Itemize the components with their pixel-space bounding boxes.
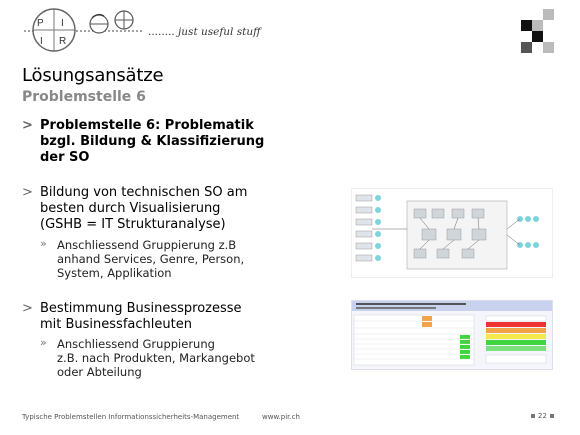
logo-letter-i-top: I xyxy=(61,18,64,29)
page-number xyxy=(528,412,557,420)
bullet-line: Bestimmung Businessprozesse xyxy=(40,301,242,316)
logo-letter-p: P xyxy=(37,18,44,29)
pdca-cycle-icon-2 xyxy=(115,11,133,29)
bullet-line: der SO xyxy=(40,150,90,165)
bullet-line: besten durch Visualisierung xyxy=(40,201,221,216)
bullet-2 xyxy=(22,185,247,233)
corner-square xyxy=(532,20,543,31)
square-icon xyxy=(550,414,554,418)
square-icon xyxy=(531,414,535,418)
bullet-line: Bildung von technischen SO am xyxy=(40,185,248,200)
corner-square xyxy=(543,9,554,20)
logo-letter-i-bottom: I xyxy=(40,36,43,47)
sub-bullet-marker-icon: » xyxy=(40,336,47,349)
logo-letter-r: R xyxy=(59,36,67,47)
sub-bullet-line: anhand Services, Genre, Person, xyxy=(57,252,245,266)
sub-bullet-line: z.B. nach Produkten, Markangebot xyxy=(57,351,255,365)
bullet-marker-icon: > xyxy=(22,185,33,200)
bullet-marker-icon: > xyxy=(22,118,33,133)
sub-bullet-line: Anschliessend Gruppierung xyxy=(57,337,215,351)
slide-subtitle: Problemstelle 6 xyxy=(22,89,146,105)
sub-bullet-line: System, Applikation xyxy=(57,266,172,280)
pdca-cycle-icon xyxy=(90,15,108,33)
corner-square xyxy=(521,20,532,31)
footer-url: www.pir.ch xyxy=(262,413,300,421)
slide-title: Lösungsansätze xyxy=(22,65,164,86)
sub-bullet-line: Anschliessend Gruppierung z.B xyxy=(57,238,237,252)
bullet-1 xyxy=(22,118,264,166)
business-impact-table-image xyxy=(351,300,553,370)
bullet-line: bzgl. Bildung & Klassifizierung xyxy=(40,134,265,149)
bullet-line: Problemstelle 6: Problematik xyxy=(40,118,254,133)
sub-bullet-marker-icon: » xyxy=(40,237,47,250)
corner-square xyxy=(521,42,532,53)
bullet-marker-icon: > xyxy=(22,301,33,316)
sub-bullet-3 xyxy=(40,337,255,379)
sub-bullet-2 xyxy=(40,238,244,280)
corner-square xyxy=(532,31,543,42)
sub-bullet-line: oder Abteilung xyxy=(57,365,142,379)
bullet-line: (GSHB = IT Strukturanalyse) xyxy=(40,217,226,232)
tagline: ........ just useful stuff xyxy=(148,26,261,38)
bullet-3 xyxy=(22,301,242,333)
bullet-line: mit Businessfachleuten xyxy=(40,317,192,332)
network-diagram-image xyxy=(351,188,553,278)
footer-title: Typische Problemstellen Informationssicherheits-Management xyxy=(22,413,240,421)
corner-square xyxy=(543,42,554,53)
page-number-value: 22 xyxy=(538,412,547,420)
